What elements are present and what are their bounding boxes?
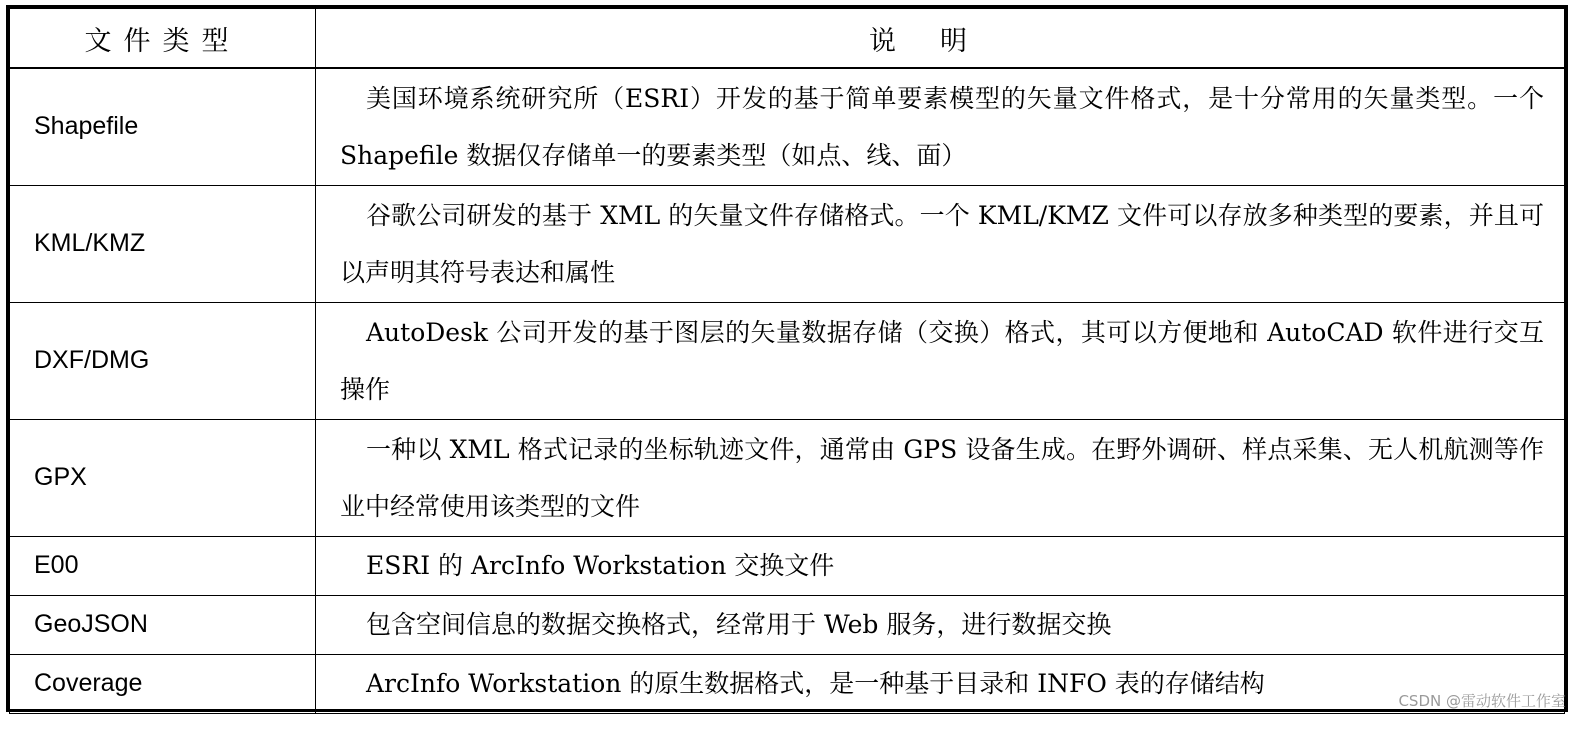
description-cell [316,185,1565,302]
header-file-type: 文件类型 [10,9,316,69]
table-row-kml-kmz [10,185,1565,302]
table-row-geojson [10,595,1565,654]
type-cell: GeoJSON [10,595,316,654]
type-cell: GPX [10,419,316,536]
type-cell: E00 [10,536,316,595]
watermark-text: CSDN @雷动软件工作室 [1398,692,1566,710]
type-cell: DXF/DMG [10,302,316,419]
file-types-table-frame [6,5,1568,712]
description-cell [316,302,1565,419]
description-cell [316,419,1565,536]
description-cell [316,654,1565,713]
description-text: 美国环境系统研究所（ESRI）开发的基于简单要素模型的矢量文件格式，是十分常用的矢量类型。一个 Shapefile 数据仅存储单一的要素类型（如点、线、面） [340,83,1544,170]
file-types-table [9,8,1565,714]
table-header-row [10,9,1565,69]
table-row-coverage [10,654,1565,713]
type-cell: Shapefile [10,68,316,185]
description-cell [316,68,1565,185]
table-row-e00 [10,536,1565,595]
description-text: 一种以 XML 格式记录的坐标轨迹文件，通常由 GPS 设备生成。在野外调研、样点采集、无人机航测等作业中经常使用该类型的文件 [340,434,1544,521]
table-row-dxf-dmg [10,302,1565,419]
description-text: ESRI 的 ArcInfo Workstation 交换文件 [366,551,835,580]
description-cell [316,595,1565,654]
description-text: 谷歌公司研发的基于 XML 的矢量文件存储格式。一个 KML/KMZ 文件可以存放多种类型的要素，并且可以声明其符号表达和属性 [340,200,1544,287]
type-cell: KML/KMZ [10,185,316,302]
description-text: 包含空间信息的数据交换格式，经常用于 Web 服务，进行数据交换 [366,610,1112,639]
description-cell [316,536,1565,595]
description-text: AutoDesk 公司开发的基于图层的矢量数据存储（交换）格式，其可以方便地和 AutoCAD 软件进行交互操作 [340,317,1544,404]
description-text: ArcInfo Workstation 的原生数据格式，是一种基于目录和 INFO 表的存储结构 [366,669,1265,698]
type-cell: Coverage [10,654,316,713]
header-description: 说明 [316,9,1565,69]
table-row-shapefile [10,68,1565,185]
table-row-gpx [10,419,1565,536]
